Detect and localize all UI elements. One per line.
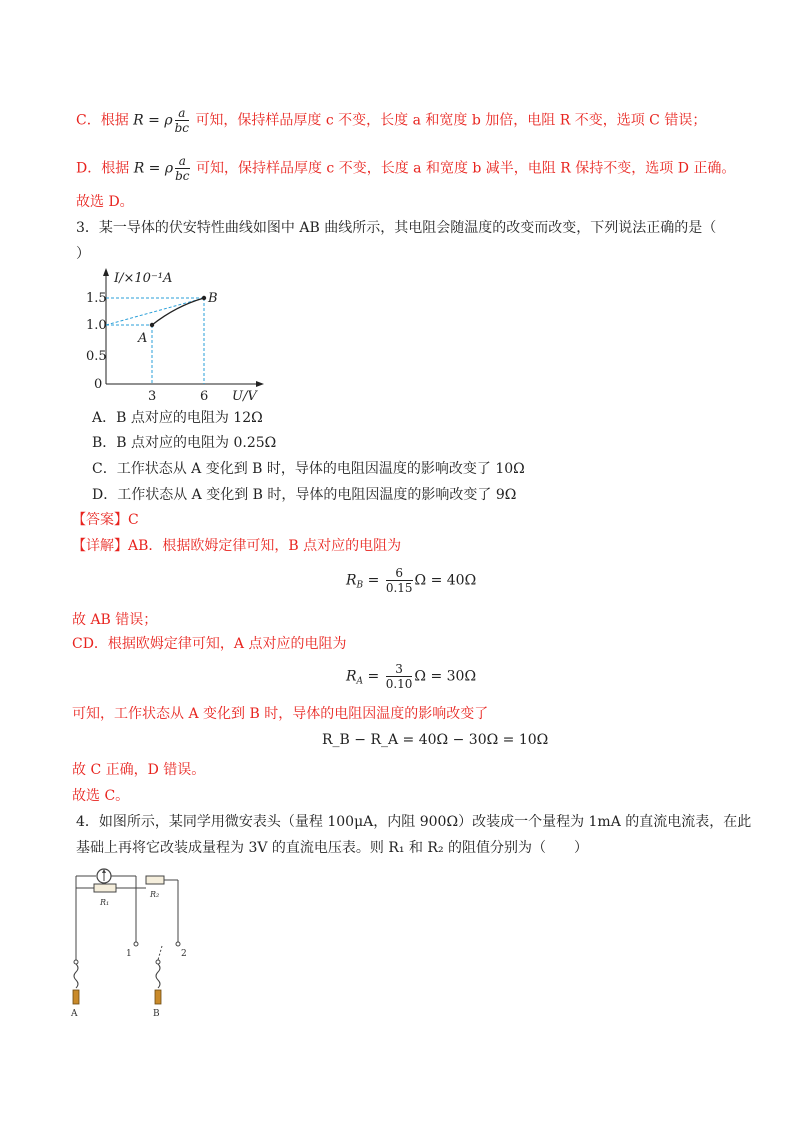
y-axis-label: I/×10⁻¹A xyxy=(114,271,173,286)
q3-ab-wrong: 故 AB 错误； xyxy=(72,612,158,628)
contact-1 xyxy=(134,942,138,946)
solution-c-fraction: $\frac{a}{bc}$ xyxy=(174,106,189,135)
x-axis-label: U/V xyxy=(232,389,257,404)
y-axis-arrow xyxy=(103,268,109,276)
q3-detail-text: AB．根据欧姆定律可知，B 点对应的电阻为 xyxy=(128,538,402,554)
lead-b-wire xyxy=(156,964,160,988)
solution-d-line xyxy=(76,154,735,183)
contact-2 xyxy=(176,942,180,946)
q3-option-d: D．工作状态从 A 变化到 B 时，导体的电阻因温度的影响改变了 9Ω xyxy=(92,487,517,503)
q3-stem-line1: 3．某一导体的伏安特性曲线如图中 AB 曲线所示，其电阻会随温度的改变而改变，下列说法正确的是（ xyxy=(76,220,717,236)
point-a-dot xyxy=(150,323,154,327)
y-tick-1-5: 1.5 xyxy=(86,291,107,306)
resistor-r2 xyxy=(146,876,164,884)
q4-circuit-diagram xyxy=(66,864,196,1019)
x-tick-6: 6 xyxy=(200,389,209,404)
q3-detail-tag: 【详解】 xyxy=(72,538,128,554)
q3-option-a: A．B 点对应的电阻为 12Ω xyxy=(92,410,263,426)
resistor-r1 xyxy=(94,884,116,892)
q3-c-right: 故 C 正确，D 错误。 xyxy=(72,762,206,778)
solution-c-prefix: C．根据 xyxy=(76,112,129,129)
q3-stem-line2: ） xyxy=(76,246,90,262)
r2-label: R₂ xyxy=(150,890,160,899)
q3-cd-line: CD．根据欧姆定律可知，A 点对应的电阻为 xyxy=(72,636,347,652)
q3-option-c: C．工作状态从 A 变化到 B 时，导体的电阻因温度的影响改变了 10Ω xyxy=(92,461,525,477)
contact-1-label: 1 xyxy=(126,949,132,959)
equation-ra-fraction: $\frac{3}{0.10}$ xyxy=(385,662,413,691)
solution-d-prefix: D．根据 xyxy=(76,160,130,177)
choose-d: 故选 D。 xyxy=(76,194,134,210)
curve-ab xyxy=(152,298,204,325)
solution-c-line xyxy=(76,106,706,135)
switch-blade xyxy=(158,946,162,960)
q4-stem-line2: 基础上再将它改装成量程为 3V 的直流电压表。则 R₁ 和 R₂ 的阻值分别为（ ） xyxy=(76,840,589,856)
x-tick-3: 3 xyxy=(148,389,157,404)
terminal-b-label: B xyxy=(153,1009,160,1019)
r1-label: R₁ xyxy=(100,898,110,907)
solution-d-fraction: $\frac{a}{bc}$ xyxy=(175,154,190,183)
solution-d-formula: R = ρ xyxy=(133,160,174,177)
probe-a xyxy=(73,990,79,1004)
contact-2-label: 2 xyxy=(181,949,187,959)
solution-c-formula: R = ρ xyxy=(133,112,173,129)
point-b-label: B xyxy=(208,291,218,306)
point-a-label: A xyxy=(138,331,148,346)
q3-option-b: B．B 点对应的电阻为 0.25Ω xyxy=(92,435,277,451)
y-tick-0-5: 0.5 xyxy=(86,349,107,364)
q3-answer: 【答案】C xyxy=(72,512,139,528)
q3-change-line: 可知，工作状态从 A 变化到 B 时，导体的电阻因温度的影响改变了 xyxy=(72,706,489,722)
terminal-a-label: A xyxy=(71,1009,78,1019)
q3-choose-c: 故选 C。 xyxy=(72,788,130,804)
solution-d-text: 可知，保持样品厚度 c 不变，长度 a 和宽度 b 减半，电阻 R 保持不变，选项 D 正确。 xyxy=(195,160,736,177)
point-b-dot xyxy=(202,296,206,300)
equation-rb: $R_B$ = $\frac{6}{0.15}$ Ω = 40Ω xyxy=(346,566,477,595)
x-axis-arrow xyxy=(256,381,264,387)
y-tick-0: 0 xyxy=(94,377,103,392)
equation-diff: R_B − R_A = 40Ω − 30Ω = 10Ω xyxy=(322,732,549,748)
guide-diagonal xyxy=(106,298,204,325)
equation-ra: $R_A$ = $\frac{3}{0.10}$ Ω = 30Ω xyxy=(346,662,477,691)
q3-iv-graph xyxy=(84,264,284,404)
q4-stem-line1: 4．如图所示，某同学用微安表头（量程 100μA，内阻 900Ω）改装成一个量程为 1mA 的直流电流表，在此 xyxy=(76,814,752,830)
q3-detail-line1 xyxy=(72,536,401,556)
solution-c-text: 可知，保持样品厚度 c 不变，长度 a 和宽度 b 加倍，电阻 R 不变，选项 C 错误； xyxy=(195,112,707,129)
y-tick-1-0: 1.0 xyxy=(86,318,107,333)
equation-rb-fraction: $\frac{6}{0.15}$ xyxy=(385,566,413,595)
lead-a-wire xyxy=(74,964,78,988)
probe-b xyxy=(155,990,161,1004)
